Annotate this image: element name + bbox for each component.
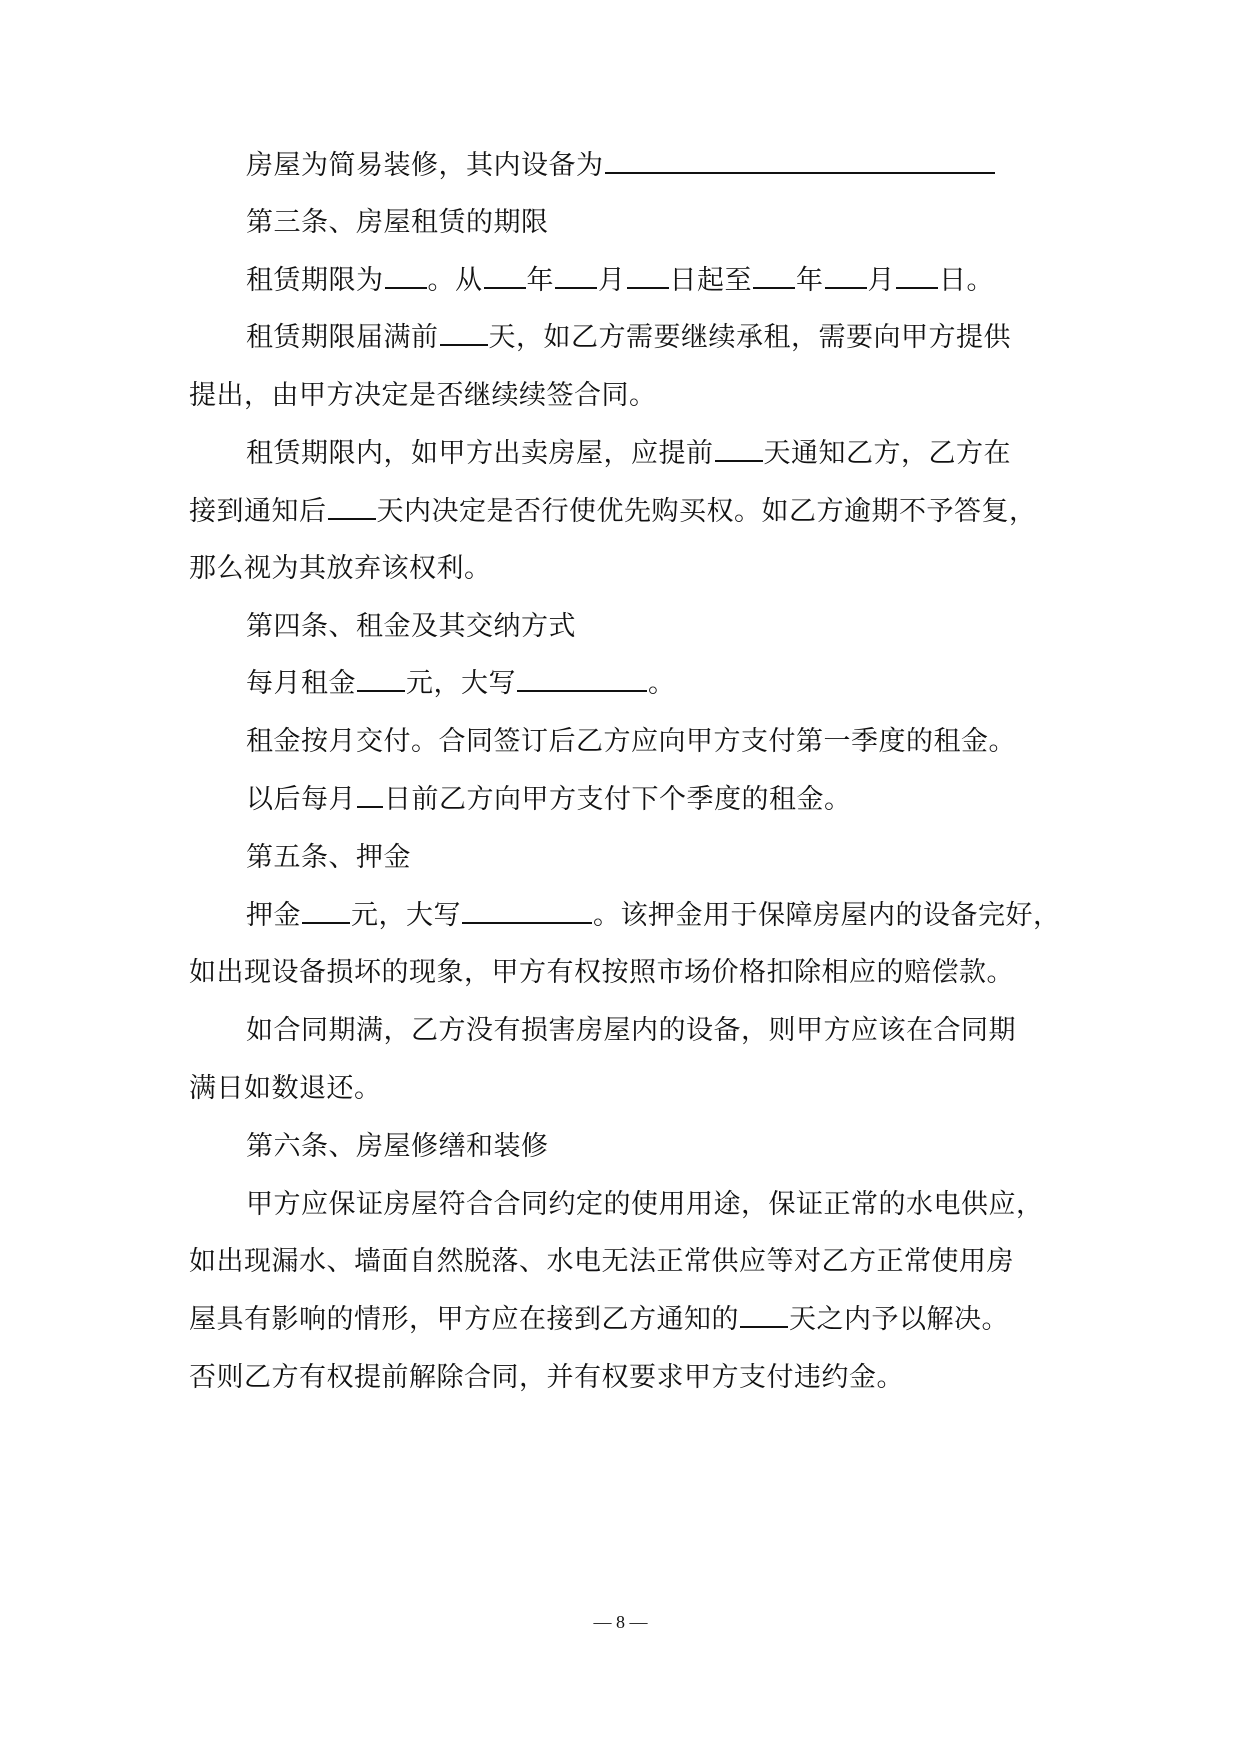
fill-blank (753, 263, 795, 289)
text-line: 提出，由甲方决定是否继续续签合同。 (189, 380, 657, 411)
fill-blank (715, 436, 763, 462)
fill-blank (357, 782, 383, 808)
text-line: 那么视为其放弃该权利。 (189, 553, 492, 584)
fill-blank (440, 320, 488, 346)
text-line: 甲方应保证房屋符合合同约定的使用用途，保证正常的水电供应， (246, 1189, 1044, 1220)
fill-blank (896, 263, 938, 289)
fill-blank (484, 263, 526, 289)
text-line: 如合同期满，乙方没有损害房屋内的设备，则甲方应该在合同期 (246, 1015, 1016, 1046)
fill-blank (385, 263, 427, 289)
text-line: 以后每月 日前乙方向甲方支付下个季度的租金。 (246, 784, 852, 815)
fill-blank (328, 494, 376, 520)
text-line: 如出现漏水、墙面自然脱落、水电无法正常供应等对乙方正常使用房 (189, 1246, 1014, 1277)
section-heading: 第五条、押金 (246, 842, 411, 873)
section-heading: 第四条、租金及其交纳方式 (246, 611, 576, 642)
fill-blank (740, 1302, 788, 1328)
text-line: 租赁期限为 。从 年 月 日起至 年 月 日。 (246, 265, 994, 296)
section-heading: 第三条、房屋租赁的期限 (246, 207, 549, 238)
fill-blank (555, 263, 597, 289)
text-line: 否则乙方有权提前解除合同，并有权要求甲方支付违约金。 (189, 1362, 904, 1393)
fill-blank (825, 263, 867, 289)
text-line: 房屋为简易装修，其内设备为 (246, 146, 996, 186)
fill-blank (605, 148, 995, 174)
fill-blank (302, 898, 350, 924)
text-line: 押金 元，大写 。该押金用于保障房屋内的设备完好， (246, 900, 1061, 931)
fill-blank (462, 898, 592, 924)
text-line: 如出现设备损坏的现象，甲方有权按照市场价格扣除相应的赔偿款。 (189, 957, 1014, 988)
text-line: 屋具有影响的情形，甲方应在接到乙方通知的 天之内予以解决。 (189, 1304, 1009, 1335)
text-line: 租赁期限内，如甲方出卖房屋，应提前 天通知乙方，乙方在 (246, 438, 1011, 469)
text-line: 租金按月交付。合同签订后乙方应向甲方支付第一季度的租金。 (246, 726, 1016, 757)
fill-blank (517, 666, 647, 692)
fill-blank (357, 666, 405, 692)
fill-blank (627, 263, 669, 289)
section-heading: 第六条、房屋修缮和装修 (246, 1131, 549, 1162)
page-number: — 8 — (593, 1612, 648, 1632)
text-line: 接到通知后 天内决定是否行使优先购买权。如乙方逾期不予答复， (189, 496, 1037, 527)
text-line: 每月租金 元，大写 。 (246, 668, 676, 699)
text-line: 租赁期限届满前 天，如乙方需要继续承租，需要向甲方提供 (246, 322, 1011, 353)
text-line: 满日如数退还。 (189, 1073, 382, 1104)
